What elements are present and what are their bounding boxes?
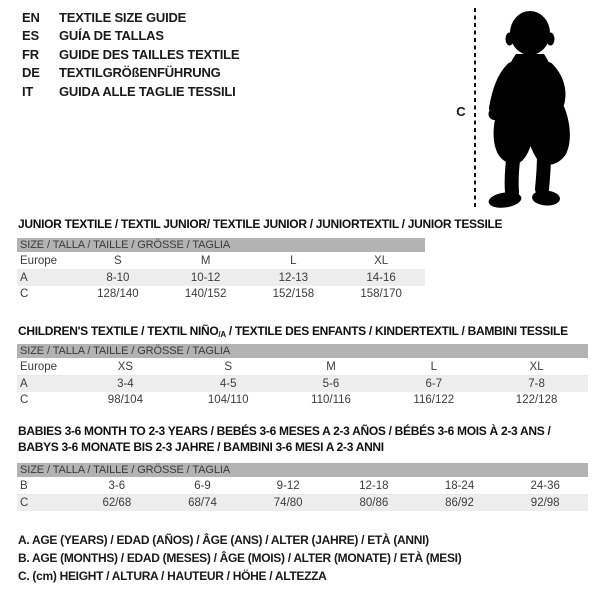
row-label: Europe (20, 255, 58, 267)
table-row-europe (17, 253, 425, 270)
row-label: B (20, 480, 28, 492)
language-title: TEXTILE SIZE GUIDE (59, 9, 187, 25)
size-cell: M (200, 255, 211, 267)
size-header-bar: SIZE / TALLA / TAILLE / GRÖSSE / TAGLIA (17, 344, 588, 358)
language-code: IT (22, 83, 34, 99)
row-label: A (20, 378, 28, 390)
language-title: GUÍA DE TALLAS (59, 28, 164, 44)
row-label: C (20, 394, 29, 406)
age-cell: 24-36 (530, 480, 560, 492)
size-cell: L (430, 361, 437, 373)
height-cell: 104/110 (207, 394, 249, 406)
age-cell: 10-12 (190, 272, 221, 284)
title-subscript: /A (218, 330, 226, 339)
height-cell: 86/92 (445, 497, 474, 509)
language-row-de (22, 64, 239, 83)
language-row-es (22, 27, 239, 46)
height-cell: 158/170 (360, 288, 402, 300)
title-part: CHILDREN'S TEXTILE / TEXTIL NIÑO (18, 324, 219, 338)
row-label: Europe (20, 361, 58, 373)
age-cell: 12-18 (359, 480, 389, 492)
language-code: DE (22, 65, 40, 81)
toddler-silhouette-icon (488, 10, 588, 210)
height-cell: 62/68 (102, 497, 132, 509)
age-cell: 6-7 (425, 378, 443, 390)
language-row-fr (22, 45, 239, 64)
height-cell: 92/98 (530, 497, 560, 509)
row-label: C (20, 497, 29, 509)
age-cell: 5-6 (322, 378, 340, 390)
height-marker-label: C (456, 104, 466, 119)
section-title-junior: JUNIOR TEXTILE / TEXTIL JUNIOR/ TEXTILE JUNIOR / JUNIORTEXTIL / JUNIOR TESSILE (18, 217, 503, 231)
age-cell: 3-4 (117, 378, 134, 390)
height-cell: 140/152 (184, 288, 227, 300)
language-title: TEXTILGRÖßENFÜHRUNG (59, 65, 221, 81)
age-cell: 7-8 (528, 378, 545, 390)
size-cell: XS (117, 361, 134, 373)
height-cell: 80/86 (359, 497, 389, 509)
size-header-bar: SIZE / TALLA / TAILLE / GRÖSSE / TAGLIA (17, 463, 588, 477)
height-cell: 110/116 (311, 394, 351, 406)
children-size-table (17, 344, 588, 408)
age-cell: 18-24 (444, 480, 475, 492)
title-part: / TEXTILE DES ENFANTS / KINDERTEXTIL / BAMBINI TESSILE (225, 324, 568, 338)
legend-age-years: A. AGE (YEARS) / EDAD (AÑOS) / ÂGE (ANS) / ALTER (JAHRE) / ETÀ (ANNI) (18, 533, 429, 547)
age-cell: 9-12 (276, 480, 300, 492)
height-cell: 128/140 (97, 288, 139, 300)
age-cell: 12-13 (278, 272, 309, 284)
table-row-height-cm (17, 392, 588, 408)
size-cell: L (290, 255, 297, 267)
section-title-babies (18, 423, 550, 455)
height-cell: 98/104 (107, 394, 143, 406)
age-cell: 8-10 (106, 272, 130, 284)
table-row-age-years (17, 376, 588, 392)
language-row-it (22, 82, 239, 101)
row-label: A (20, 272, 28, 284)
title-line-2: BABYS 3-6 MONATE BIS 2-3 JAHRE / BAMBINI 3-6 MESI A 2-3 ANNI (18, 440, 384, 454)
language-code: FR (22, 46, 39, 62)
age-cell: 3-6 (108, 480, 126, 492)
size-cell: M (326, 361, 336, 373)
height-dashed-line (474, 8, 476, 207)
row-label: C (20, 288, 29, 300)
language-title: GUIDA ALLE TAGLIE TESSILI (59, 83, 236, 99)
size-cell: XL (374, 255, 389, 267)
table-row-europe (17, 359, 588, 376)
language-code: ES (22, 28, 39, 44)
age-cell: 6-9 (194, 480, 211, 492)
language-code: EN (22, 9, 40, 25)
height-cell: 74/80 (273, 497, 303, 509)
language-title-list (22, 8, 239, 101)
size-cell: XL (529, 361, 544, 373)
legend-height-cm: C. (cm) HEIGHT / ALTURA / HAUTEUR / HÖHE / ALTEZZA (18, 569, 327, 583)
legend-age-months: B. AGE (MONTHS) / EDAD (MESES) / ÂGE (MOIS) / ALTER (MONATE) / ETÀ (MESI) (18, 551, 462, 565)
junior-size-table (17, 238, 425, 302)
table-row-height-cm (17, 495, 588, 511)
babies-size-table (17, 463, 588, 511)
height-cell: 116/122 (413, 394, 455, 406)
age-cell: 14-16 (366, 272, 396, 284)
table-row-age-months (17, 478, 588, 495)
height-cell: 152/158 (272, 288, 315, 300)
table-row-age-years (17, 270, 425, 286)
section-title-children (18, 323, 568, 343)
size-cell: S (224, 361, 233, 373)
table-row-height-cm (17, 286, 425, 302)
age-cell: 4-5 (219, 378, 237, 390)
language-row-en (22, 8, 239, 27)
language-title: GUIDE DES TAILLES TEXTILE (59, 46, 240, 62)
size-cell: S (114, 255, 122, 267)
measurement-legend (18, 531, 461, 585)
title-line-1: BABIES 3-6 MONTH TO 2-3 YEARS / BEBÉS 3-6 MESES A 2-3 AÑOS / BÉBÉS 3-6 MOIS À 2-3 ANS / (18, 424, 551, 438)
size-header-bar: SIZE / TALLA / TAILLE / GRÖSSE / TAGLIA (17, 238, 425, 252)
height-cell: 122/128 (515, 394, 558, 406)
height-cell: 68/74 (188, 497, 217, 509)
